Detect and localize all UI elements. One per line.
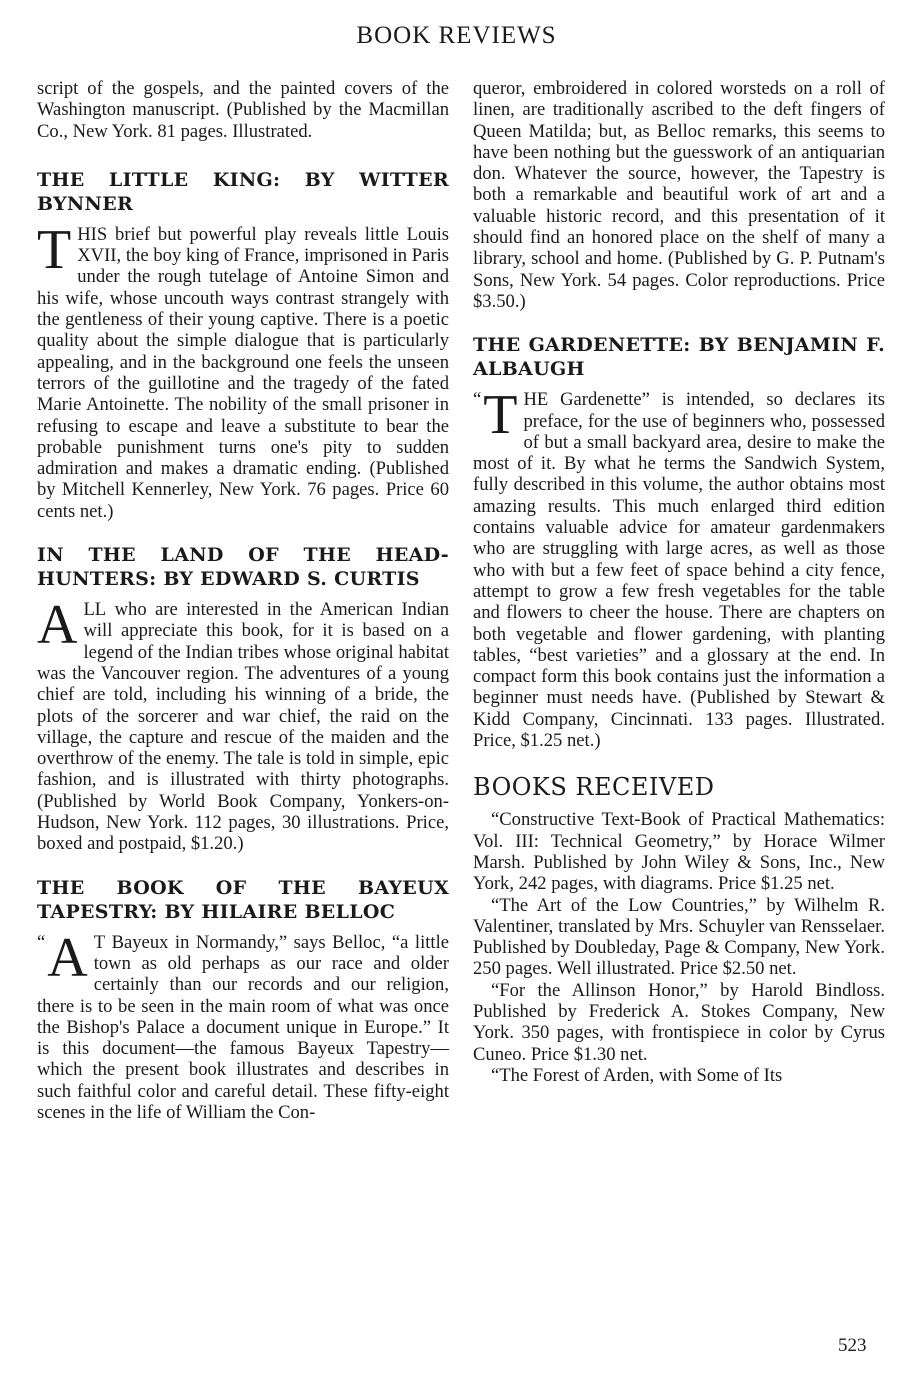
review-bayeux-tapestry bbox=[37, 876, 449, 1124]
books-received bbox=[473, 773, 885, 1086]
review-body bbox=[37, 218, 450, 522]
review-text: Gardenette” is intended, so declares its preface, for the use of beginners who, possessed of but a small backyard area, desire to make the most of it. By what he terms the Sandwich System, fully described in this volume, the author obtains most amazing results. This much enlarged third edition contains valuable advice for amateur gardenmakers who are struggling with large acres, as well as those who with but a few feet of space behind a city fence, attempt to grow a few fresh vegetables for the table and flowers to cheer the house. There are chapters on both vegetable and flower gardening, with planting tables, “best varieties” and a glossary at the end. In compact form this book contains just the information a beginner must needs have. (Published by Stewart & Kidd Company, Cincinnati. 133 pages. Illustrated. Price, $1.25 net.) bbox=[473, 389, 885, 752]
page-number: 523 bbox=[838, 1335, 867, 1356]
review-little-king bbox=[37, 168, 449, 522]
continued-text: queror, embroidered in colored worsteds on a roll of linen, are traditionally ascribed to the deft fingers of Queen Matilda; but, as Belloc remarks, this seems to have been nothing but the guesswork of an antiquarian don. Whatever the source, however, the Tapestry is both a remarkable and beautiful work of art and a valuable historic record, and this presentation of it should find an honored place on the shelf of many a library, school and home. (Published by G. P. Putnam's Sons, New York. 54 pages. Color reproductions. Price $3.50.) bbox=[473, 78, 885, 312]
review-body bbox=[37, 926, 449, 1124]
book-entry: “The Art of the Low Countries,” by Wilhelm R. Valentiner, translated by Mrs. Schuyler van Rensselaer. Published by Doubleday, Page & Company, New York. 250 pages. Well illustrated. Price $2.50 net. bbox=[473, 894, 885, 980]
open-quote: “ bbox=[37, 931, 46, 953]
lead-in: T bbox=[93, 931, 106, 953]
review-gardenette bbox=[473, 333, 885, 751]
open-quote: “ bbox=[473, 389, 482, 411]
lead-in: HIS bbox=[77, 223, 108, 245]
lead-in: LL bbox=[83, 599, 107, 621]
review-head-hunters bbox=[37, 543, 449, 855]
book-entry: “Constructive Text-Book of Practical Mathematics: Vol. III: Technical Geometry,” by Horace Wilmer Marsh. Published by John Wiley & Sons, Inc., New York, 242 pages, with diagrams. Price $1.25 net. bbox=[473, 809, 885, 895]
right-column bbox=[473, 78, 885, 1086]
continued-text: script of the gospels, and the painted covers of the Washington manuscript. (Published by the Macmillan Co., New York. 81 pages. Illustrated. bbox=[37, 78, 449, 142]
review-heading: THE BOOK OF THE BAYEUX TAPESTRY: BY HILAIRE BELLOC bbox=[37, 876, 449, 923]
drop-cap: T bbox=[37, 218, 72, 281]
review-text: who are interested in the American Indian will appreciate this book, for it is based on a legend of the Indian tribes whose original habitat was the Vancouver region. The adventures of a young chief are told, including his winning of a bride, the plots of the sorcerer and war chief, the raid on the village, the capture and rescue of the maiden and the overthrow of the enemy. The tale is told in simple, epic fashion, and is illustrated with thirty photographs. (Published by World Book Company, Yonkers-on-Hudson, New York. 112 pages, 30 illustrations. Price, boxed and postpaid, $1.20.) bbox=[37, 599, 449, 855]
book-entry: “The Forest of Arden, with Some of Its bbox=[491, 1064, 783, 1086]
section-heading: BOOKS RECEIVED bbox=[473, 773, 715, 802]
drop-cap: T bbox=[483, 384, 518, 447]
review-text: brief but powerful play reveals little Louis XVII, the boy king of France, imprisoned in Paris under the rough tutelage of Antoine Simon and his wife, whose uncouth ways contrast strangely with the gentleness of their young captive. There is a poetic quality about the simple dialogue that is particularly appealing, and in the background one feels the unseen terrors of the guillotine and the tragedy of the fated Marie Antoinette. The nobility of the small prisoner in refusing to escape and leave a substitute to bear the probable punishment turns one's pity to sudden admiration and makes a dramatic ending. (Published by Mitchell Kennerley, New York. 76 pages. Price 60 cents net.) bbox=[37, 223, 450, 522]
review-heading: THE GARDENETTE: BY BENJAMIN F. ALBAUGH bbox=[473, 334, 885, 381]
review-text: Bayeux in Normandy,” says Belloc, “a little town as old perhaps as our race and older certainly than our records and our religion, there is to be seen in the main room of what was once the Bishop's Palace a document unique in Europe.” It is this document—the famous Bayeux Tapestry—which the present book illustrates and describes in such faithful color and careful detail. These fifty-eight scenes in the life of William the Con- bbox=[37, 931, 449, 1123]
lead-in: HE bbox=[523, 389, 549, 411]
review-heading: IN THE LAND OF THE HEAD-HUNTERS: BY EDWARD S. CURTIS bbox=[37, 544, 449, 591]
drop-cap: A bbox=[37, 594, 78, 657]
review-heading: THE LITTLE KING: BY WITTER BYNNER bbox=[37, 168, 449, 215]
drop-cap: A bbox=[47, 926, 88, 989]
book-entry: “For the Allinson Honor,” by Harold Bindloss. Published by Frederick A. Stokes Company, New York. 350 pages, with frontispiece in color by Cyrus Cuneo. Price $1.30 net. bbox=[473, 979, 885, 1065]
review-body bbox=[473, 384, 885, 752]
left-column bbox=[37, 78, 449, 1123]
review-body bbox=[37, 594, 449, 855]
running-title: BOOK REVIEWS bbox=[356, 22, 557, 49]
